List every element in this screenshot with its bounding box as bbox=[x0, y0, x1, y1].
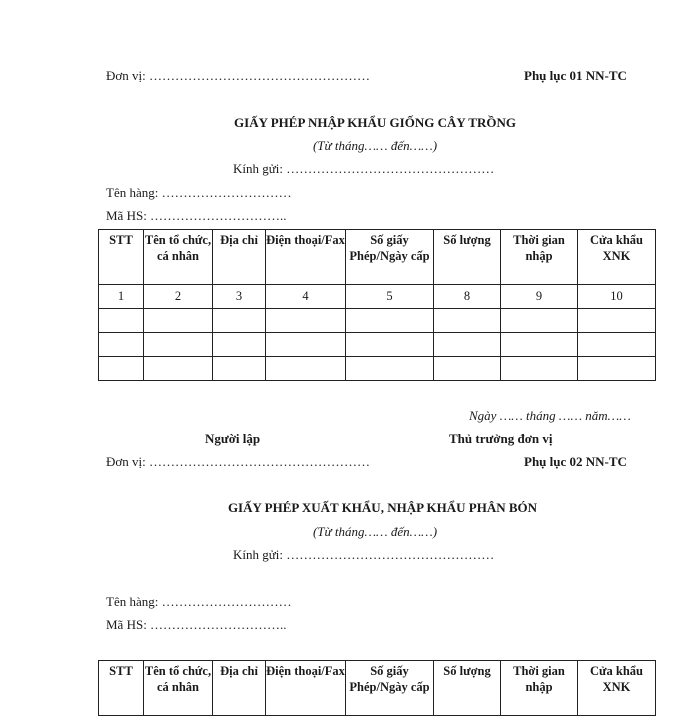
goods-name-line-1: Tên hàng: ………………………… bbox=[106, 185, 292, 200]
table-cell bbox=[266, 333, 346, 357]
table-cell bbox=[99, 357, 144, 381]
preparer-label: Người lập bbox=[205, 431, 261, 446]
col-header-organization: Tên tổ chức, cá nhân bbox=[144, 230, 213, 285]
table-cell bbox=[578, 309, 656, 333]
col-header-quantity: Số lượng bbox=[434, 661, 501, 716]
col-header-organization: Tên tổ chức, cá nhân bbox=[144, 661, 213, 716]
appendix-label-1: Phụ lục 01 NN-TC bbox=[524, 68, 627, 83]
table-row bbox=[99, 309, 656, 333]
table-cell bbox=[434, 333, 501, 357]
unit-line-1: Đơn vị: …………………………………………… bbox=[106, 68, 370, 83]
col-header-stt: STT bbox=[99, 230, 144, 285]
col-header-phone-fax: Điện thoại/Fax bbox=[266, 661, 346, 716]
col-header-import-time: Thời gian nhập bbox=[501, 230, 578, 285]
col-header-quantity: Số lượng bbox=[434, 230, 501, 285]
hs-code-line-2: Mã HS: ………………………….. bbox=[106, 617, 287, 632]
report-table-1 bbox=[98, 229, 656, 381]
table-cell bbox=[434, 357, 501, 381]
column-number: 10 bbox=[578, 285, 656, 309]
table-cell bbox=[99, 333, 144, 357]
report-table-2 bbox=[98, 660, 656, 716]
col-header-import-time: Thời gian nhập bbox=[501, 661, 578, 716]
table-cell bbox=[213, 333, 266, 357]
period-line-2: (Từ tháng…… đến……) bbox=[312, 524, 438, 539]
table-cell bbox=[501, 357, 578, 381]
column-number: 8 bbox=[434, 285, 501, 309]
column-number: 3 bbox=[213, 285, 266, 309]
table-cell bbox=[501, 309, 578, 333]
form-title-1: GIẤY PHÉP NHẬP KHẨU GIỐNG CÂY TRỒNG bbox=[234, 115, 516, 130]
table-cell bbox=[99, 309, 144, 333]
table-cell bbox=[346, 333, 434, 357]
table-cell bbox=[213, 309, 266, 333]
col-header-address: Địa chỉ bbox=[213, 661, 266, 716]
column-number: 4 bbox=[266, 285, 346, 309]
column-number: 9 bbox=[501, 285, 578, 309]
head-of-unit-label: Thủ trưởng đơn vị bbox=[449, 431, 553, 446]
table-cell bbox=[144, 333, 213, 357]
table-cell bbox=[144, 357, 213, 381]
col-header-permit-number: Số giấy Phép/Ngày cấp bbox=[346, 661, 434, 716]
form-title-2: GIẤY PHÉP XUẤT KHẨU, NHẬP KHẨU PHÂN BÓN bbox=[227, 500, 538, 515]
col-header-border-gate: Cửa khẩu XNK bbox=[578, 230, 656, 285]
recipient-line-1: Kính gửi: ………………………………………… bbox=[233, 161, 495, 176]
col-header-stt: STT bbox=[99, 661, 144, 716]
col-header-permit-number: Số giấy Phép/Ngày cấp bbox=[346, 230, 434, 285]
column-number: 1 bbox=[99, 285, 144, 309]
column-number: 5 bbox=[346, 285, 434, 309]
col-header-address: Địa chỉ bbox=[213, 230, 266, 285]
table-cell bbox=[346, 309, 434, 333]
table-cell bbox=[144, 309, 213, 333]
table-cell bbox=[266, 309, 346, 333]
table-cell bbox=[266, 357, 346, 381]
unit-line-2: Đơn vị: …………………………………………… bbox=[106, 454, 370, 469]
column-number: 2 bbox=[144, 285, 213, 309]
date-line: Ngày …… tháng …… năm…… bbox=[469, 408, 631, 423]
table-number-row bbox=[99, 285, 656, 309]
table-cell bbox=[434, 309, 501, 333]
appendix-label-2: Phụ lục 02 NN-TC bbox=[524, 454, 627, 469]
table-cell bbox=[578, 333, 656, 357]
table-cell bbox=[578, 357, 656, 381]
table-cell bbox=[346, 357, 434, 381]
col-header-border-gate: Cửa khẩu XNK bbox=[578, 661, 656, 716]
table-row bbox=[99, 357, 656, 381]
hs-code-line-1: Mã HS: ………………………….. bbox=[106, 208, 287, 223]
recipient-line-2: Kính gửi: ………………………………………… bbox=[233, 547, 495, 562]
table-cell bbox=[501, 333, 578, 357]
col-header-phone-fax: Điện thoại/Fax bbox=[266, 230, 346, 285]
goods-name-line-2: Tên hàng: ………………………… bbox=[106, 594, 292, 609]
period-line-1: (Từ tháng…… đến……) bbox=[312, 138, 438, 153]
table-row bbox=[99, 333, 656, 357]
table-cell bbox=[213, 357, 266, 381]
